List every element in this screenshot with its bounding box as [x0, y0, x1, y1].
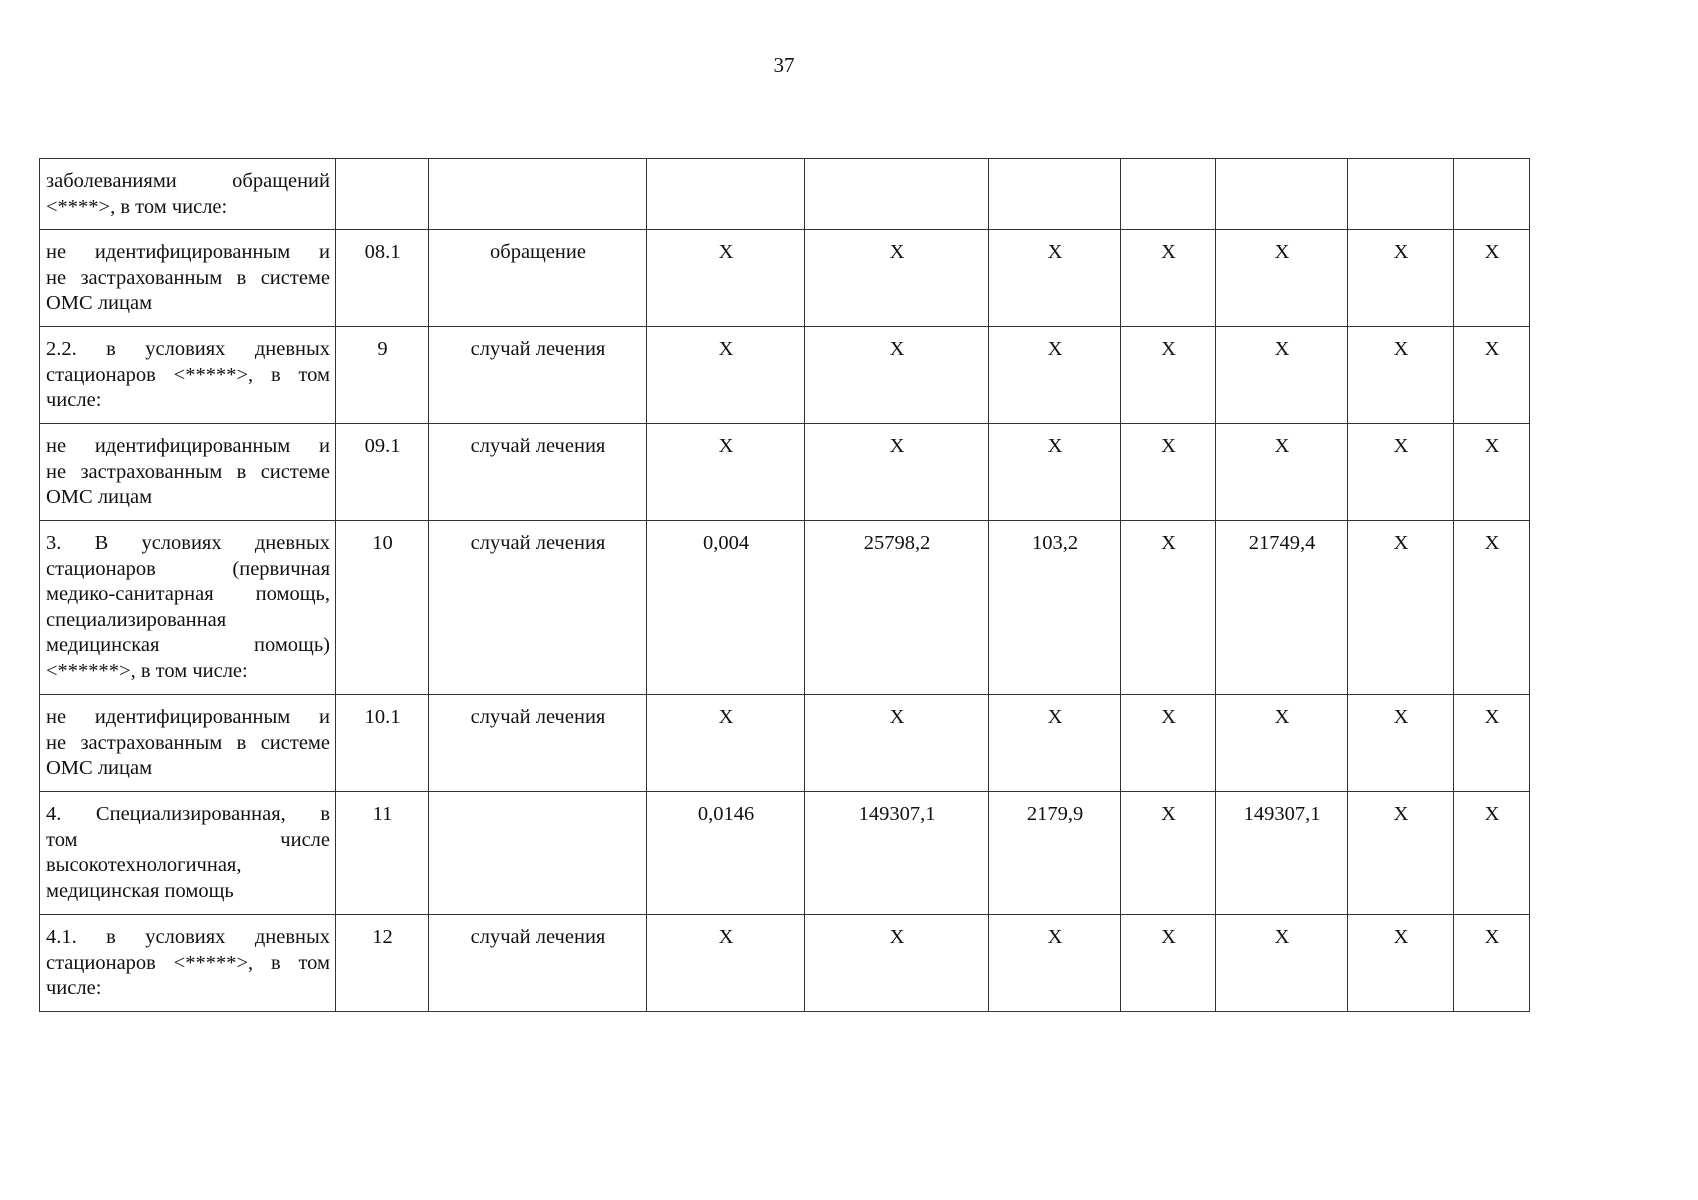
- row-value: X: [1348, 230, 1454, 327]
- row-value: X: [647, 327, 805, 424]
- description-line: специализированная: [46, 608, 227, 631]
- row-value: 25798,2: [805, 521, 989, 695]
- row-code: 10.1: [336, 695, 429, 792]
- row-value: 21749,4: [1216, 521, 1348, 695]
- row-value: X: [1348, 424, 1454, 521]
- row-description: [40, 915, 336, 1012]
- data-table: [39, 158, 1530, 1012]
- row-value: [1121, 159, 1216, 230]
- description-line: медицинская помощь): [46, 634, 330, 657]
- row-value: [1348, 159, 1454, 230]
- row-unit: случай лечения: [429, 695, 647, 792]
- row-unit: обращение: [429, 230, 647, 327]
- row-code: 12: [336, 915, 429, 1012]
- row-value: X: [1121, 327, 1216, 424]
- row-unit: [429, 159, 647, 230]
- row-value: [989, 159, 1121, 230]
- row-value: 149307,1: [805, 792, 989, 915]
- description-line: медико-санитарная помощь,: [46, 583, 330, 606]
- description-line: ОМС лицам: [46, 292, 153, 315]
- row-value: X: [1348, 327, 1454, 424]
- description-line: числе:: [46, 977, 102, 1000]
- description-line: 4. Специализированная, в: [46, 803, 330, 825]
- row-value: X: [647, 424, 805, 521]
- row-description: [40, 695, 336, 792]
- table-row: [40, 915, 1530, 1012]
- description-line: заболеваниями обращений: [46, 170, 330, 192]
- row-value: X: [1121, 424, 1216, 521]
- row-value: [805, 159, 989, 230]
- row-description: [40, 521, 336, 695]
- description-line: стационаров (первичная: [46, 557, 330, 580]
- row-description: [40, 159, 336, 230]
- row-value: X: [1348, 915, 1454, 1012]
- row-value: X: [1348, 792, 1454, 915]
- description-line: медицинская помощь: [46, 879, 234, 902]
- row-value: 0,004: [647, 521, 805, 695]
- description-line: не застрахованным в системе: [46, 460, 330, 483]
- row-value: X: [1216, 424, 1348, 521]
- row-code: [336, 159, 429, 230]
- row-value: X: [647, 230, 805, 327]
- row-value: X: [1216, 695, 1348, 792]
- description-line: не идентифицированным и: [46, 435, 330, 457]
- row-value: X: [1121, 915, 1216, 1012]
- description-line: не идентифицированным и: [46, 241, 330, 263]
- table-row: [40, 230, 1530, 327]
- row-description: [40, 327, 336, 424]
- row-value: X: [1454, 521, 1530, 695]
- description-line: ОМС лицам: [46, 757, 153, 780]
- row-value: X: [989, 915, 1121, 1012]
- description-line: 4.1. в условиях дневных: [46, 926, 330, 948]
- row-code: 9: [336, 327, 429, 424]
- description-line: не застрахованным в системе: [46, 266, 330, 289]
- row-value: X: [647, 915, 805, 1012]
- row-value: X: [1454, 695, 1530, 792]
- description-line: числе:: [46, 389, 102, 412]
- row-unit: [429, 792, 647, 915]
- row-value: [1454, 159, 1530, 230]
- row-value: X: [1121, 521, 1216, 695]
- description-line: не застрахованным в системе: [46, 731, 330, 754]
- description-line: стационаров <*****>, в том: [46, 951, 330, 974]
- table-row: [40, 159, 1530, 230]
- row-value: X: [1454, 792, 1530, 915]
- description-line: высокотехнологичная,: [46, 854, 242, 877]
- row-value: 0,0146: [647, 792, 805, 915]
- page-number: 37: [773, 53, 795, 77]
- description-line: том числе: [46, 828, 330, 851]
- table-row: [40, 424, 1530, 521]
- description-line: <******>, в том числе:: [46, 659, 248, 682]
- row-value: X: [989, 424, 1121, 521]
- description-line: стационаров <*****>, в том: [46, 363, 330, 386]
- row-value: [1216, 159, 1348, 230]
- row-value: X: [1216, 915, 1348, 1012]
- table-row: [40, 695, 1530, 792]
- description-line: ОМС лицам: [46, 486, 153, 509]
- row-unit: случай лечения: [429, 915, 647, 1012]
- row-value: X: [647, 695, 805, 792]
- description-line: 2.2. в условиях дневных: [46, 338, 330, 360]
- row-value: X: [1454, 327, 1530, 424]
- table-row: [40, 327, 1530, 424]
- row-value: X: [1454, 915, 1530, 1012]
- row-value: X: [805, 695, 989, 792]
- row-value: X: [1121, 230, 1216, 327]
- row-value: [647, 159, 805, 230]
- table-body: [40, 159, 1530, 1012]
- row-value: 149307,1: [1216, 792, 1348, 915]
- row-description: [40, 792, 336, 915]
- row-unit: случай лечения: [429, 521, 647, 695]
- row-value: X: [1454, 230, 1530, 327]
- row-value: X: [805, 230, 989, 327]
- row-value: X: [1216, 327, 1348, 424]
- row-value: X: [989, 327, 1121, 424]
- description-line: <****>, в том числе:: [46, 195, 228, 218]
- table-row: [40, 521, 1530, 695]
- row-value: X: [1121, 792, 1216, 915]
- row-description: [40, 230, 336, 327]
- row-unit: случай лечения: [429, 424, 647, 521]
- row-code: 09.1: [336, 424, 429, 521]
- row-code: 08.1: [336, 230, 429, 327]
- description-line: 3. В условиях дневных: [46, 532, 330, 554]
- description-line: не идентифицированным и: [46, 706, 330, 728]
- row-unit: случай лечения: [429, 327, 647, 424]
- row-value: X: [989, 695, 1121, 792]
- row-code: 11: [336, 792, 429, 915]
- row-value: X: [989, 230, 1121, 327]
- table-row: [40, 792, 1530, 915]
- row-value: X: [1216, 230, 1348, 327]
- row-code: 10: [336, 521, 429, 695]
- row-value: X: [1348, 695, 1454, 792]
- row-value: X: [1348, 521, 1454, 695]
- row-value: X: [1121, 695, 1216, 792]
- row-value: X: [805, 424, 989, 521]
- row-description: [40, 424, 336, 521]
- row-value: 2179,9: [989, 792, 1121, 915]
- row-value: 103,2: [989, 521, 1121, 695]
- row-value: X: [805, 327, 989, 424]
- row-value: X: [1454, 424, 1530, 521]
- row-value: X: [805, 915, 989, 1012]
